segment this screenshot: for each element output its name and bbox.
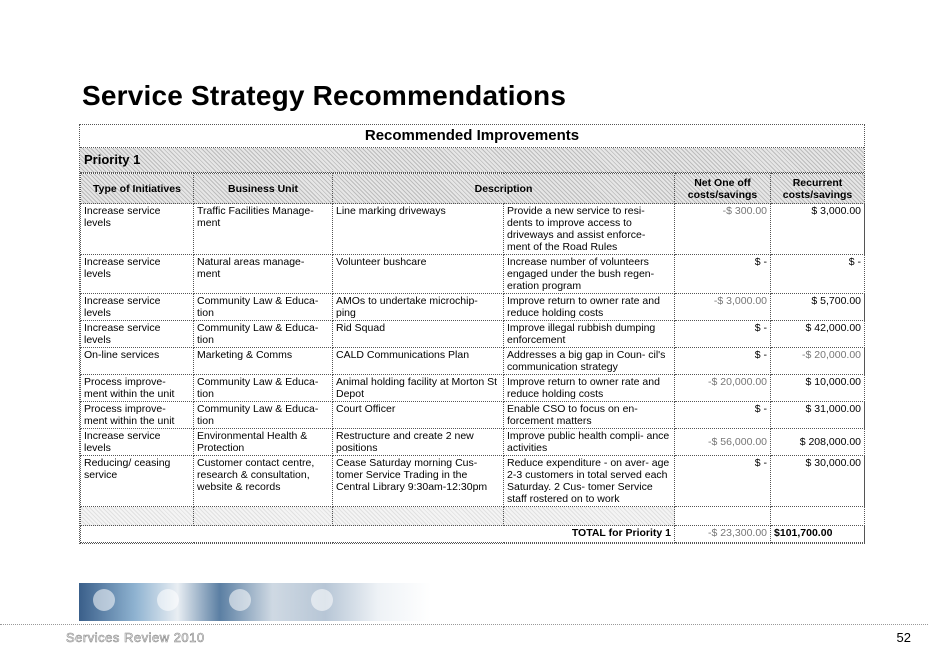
cell-recurrent: $ 31,000.00	[771, 402, 865, 429]
page-number: 52	[896, 630, 911, 645]
cell-type: Increase service levels	[81, 429, 194, 456]
cell-net-one-off: -$ 300.00	[675, 204, 771, 255]
initiatives-table	[80, 173, 865, 543]
cell-desc-long: Increase number of volunteers engaged under the bush regen- eration program	[504, 255, 675, 294]
table-row	[81, 402, 865, 429]
cell-recurrent: $ 30,000.00	[771, 456, 865, 507]
table-row	[81, 294, 865, 321]
spacer-cell	[771, 507, 865, 526]
header-type: Type of Initiatives	[81, 174, 194, 204]
footer-publication: Services Review 2010	[66, 630, 205, 645]
cell-type: On-line services	[81, 348, 194, 375]
recommendations-table	[79, 124, 865, 544]
table-row	[81, 375, 865, 402]
cell-net-one-off: -$ 3,000.00	[675, 294, 771, 321]
spacer-cell	[333, 507, 504, 526]
cell-recurrent: $ 5,700.00	[771, 294, 865, 321]
header-description: Description	[333, 174, 675, 204]
cell-unit: Marketing & Comms	[194, 348, 333, 375]
cell-unit: Community Law & Educa- tion	[194, 375, 333, 402]
table-spacer-row	[81, 507, 865, 526]
cell-type: Process improve- ment within the unit	[81, 375, 194, 402]
priority-label: Priority 1	[80, 148, 864, 173]
table-row	[81, 348, 865, 375]
cell-type: Increase service levels	[81, 321, 194, 348]
cell-desc-short: Line marking driveways	[333, 204, 504, 255]
spacer-cell	[675, 507, 771, 526]
table-heading: Recommended Improvements	[80, 125, 864, 148]
cell-unit: Natural areas manage- ment	[194, 255, 333, 294]
cell-unit: Community Law & Educa- tion	[194, 321, 333, 348]
cell-unit: Environmental Health & Protection	[194, 429, 333, 456]
cell-net-one-off: $ -	[675, 255, 771, 294]
total-recurrent: $101,700.00	[771, 526, 865, 543]
cell-net-one-off: $ -	[675, 348, 771, 375]
cell-desc-long: Provide a new service to resi- dents to improve access to driveways and assist enforce- ment of the Road Rules	[504, 204, 675, 255]
cell-desc-short: AMOs to undertake microchip- ping	[333, 294, 504, 321]
footer-divider	[0, 624, 928, 625]
cell-recurrent: -$ 20,000.00	[771, 348, 865, 375]
total-row	[81, 526, 865, 543]
spacer-cell	[194, 507, 333, 526]
cell-unit: Traffic Facilities Manage- ment	[194, 204, 333, 255]
cell-unit: Community Law & Educa- tion	[194, 402, 333, 429]
cell-desc-short: CALD Communications Plan	[333, 348, 504, 375]
header-recurrent: Recurrent costs/savings	[771, 174, 865, 204]
total-net-one-off: -$ 23,300.00	[675, 526, 771, 543]
photo-decoration	[93, 589, 115, 611]
decorative-photo-strip	[79, 583, 431, 621]
table-row	[81, 204, 865, 255]
cell-desc-short: Restructure and create 2 new positions	[333, 429, 504, 456]
total-label: TOTAL for Priority 1	[81, 526, 675, 543]
cell-desc-long: Improve return to owner rate and reduce holding costs	[504, 375, 675, 402]
cell-desc-long: Addresses a big gap in Coun- cil's communication strategy	[504, 348, 675, 375]
cell-net-one-off: -$ 56,000.00	[675, 429, 771, 456]
cell-type: Increase service levels	[81, 294, 194, 321]
photo-decoration	[229, 589, 251, 611]
cell-desc-short: Cease Saturday morning Cus- tomer Service Trading in the Central Library 9:30am-12:30pm	[333, 456, 504, 507]
photo-decoration	[157, 589, 179, 611]
spacer-cell	[504, 507, 675, 526]
cell-unit: Customer contact centre, research & consultation, website & records	[194, 456, 333, 507]
table-row	[81, 456, 865, 507]
spacer-cell	[81, 507, 194, 526]
cell-desc-short: Volunteer bushcare	[333, 255, 504, 294]
cell-recurrent: $ -	[771, 255, 865, 294]
cell-type: Increase service levels	[81, 204, 194, 255]
photo-decoration	[311, 589, 333, 611]
cell-recurrent: $ 3,000.00	[771, 204, 865, 255]
table-row	[81, 429, 865, 456]
cell-net-one-off: $ -	[675, 402, 771, 429]
cell-net-one-off: $ -	[675, 456, 771, 507]
cell-type: Reducing/ ceasing service	[81, 456, 194, 507]
cell-recurrent: $ 208,000.00	[771, 429, 865, 456]
cell-desc-long: Reduce expenditure - on aver- age 2-3 customers in total served each Saturday. 2 Cus- tomer Service staff rostered on to work	[504, 456, 675, 507]
cell-desc-long: Improve illegal rubbish dumping enforcement	[504, 321, 675, 348]
cell-net-one-off: $ -	[675, 321, 771, 348]
cell-desc-long: Improve return to owner rate and reduce holding costs	[504, 294, 675, 321]
cell-unit: Community Law & Educa- tion	[194, 294, 333, 321]
cell-recurrent: $ 42,000.00	[771, 321, 865, 348]
cell-desc-long: Enable CSO to focus on en- forcement matters	[504, 402, 675, 429]
cell-desc-long: Improve public health compli- ance activities	[504, 429, 675, 456]
cell-desc-short: Rid Squad	[333, 321, 504, 348]
page-title: Service Strategy Recommendations	[82, 80, 567, 111]
cell-recurrent: $ 10,000.00	[771, 375, 865, 402]
cell-net-one-off: -$ 20,000.00	[675, 375, 771, 402]
header-unit: Business Unit	[194, 174, 333, 204]
table-row	[81, 321, 865, 348]
cell-type: Increase service levels	[81, 255, 194, 294]
table-header-row	[81, 174, 865, 204]
cell-desc-short: Animal holding facility at Morton St Depot	[333, 375, 504, 402]
cell-desc-short: Court Officer	[333, 402, 504, 429]
table-row	[81, 255, 865, 294]
header-net-one-off: Net One off costs/savings	[675, 174, 771, 204]
cell-type: Process improve- ment within the unit	[81, 402, 194, 429]
